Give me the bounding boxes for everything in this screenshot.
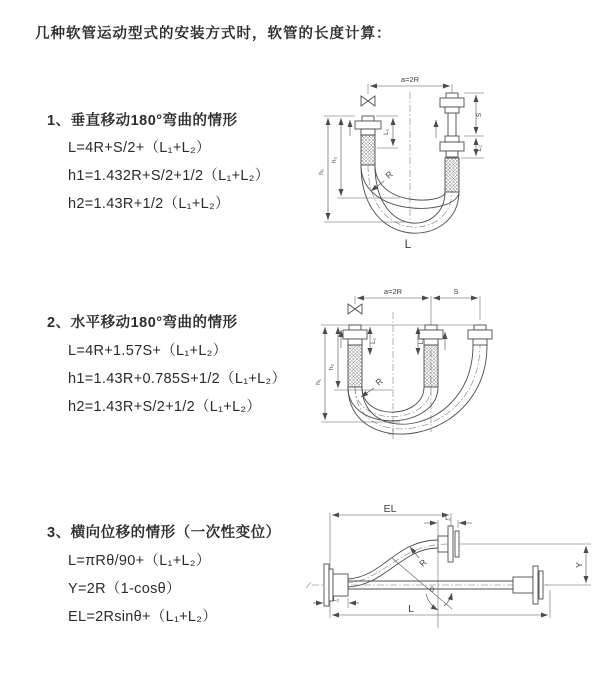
dim-label-h2: h₂ xyxy=(328,363,335,371)
section-2-formula-h1: h1=1.43R+0.785S+1/2（L₁+L₂） xyxy=(68,371,287,387)
section-1-formula-L: L=4R+S/2+（L₁+L₂） xyxy=(68,140,211,156)
dim-label-s: S xyxy=(453,287,459,296)
dim-label-a2r: a=2R xyxy=(383,287,403,296)
dim-label-s: S xyxy=(476,112,483,118)
dim-label-l2: L₂ xyxy=(332,596,340,603)
left-hose-end xyxy=(355,116,381,165)
valve-icon xyxy=(361,96,375,106)
dim-label-l1: L₁ xyxy=(383,129,390,135)
dim-label-length: L xyxy=(408,603,414,615)
label-radius: R xyxy=(417,557,429,569)
label-radius: R xyxy=(383,168,395,181)
diagram-horizontal-180-bend xyxy=(308,282,598,467)
braided-hose-section xyxy=(445,158,459,192)
label-theta: θ xyxy=(429,585,435,594)
label-length: L xyxy=(404,237,412,251)
right-hose-end xyxy=(440,93,464,192)
section-2-heading: 2、水平移动180°弯曲的情形 xyxy=(47,315,238,331)
braided-hose-section xyxy=(348,345,362,387)
diagram-vertical-180-bend xyxy=(310,70,600,260)
section-3-formula-L: L=πRθ/90+（L₁+L₂） xyxy=(68,553,211,569)
section-2-formula-h2: h2=1.43R+S/2+1/2（L₁+L₂） xyxy=(68,399,262,415)
displaced-hose-curve xyxy=(346,540,448,587)
dim-label-h1: h₁ xyxy=(315,379,322,385)
radius-leader xyxy=(361,376,385,397)
centerline-break-mark xyxy=(306,582,311,588)
label-radius: R xyxy=(373,375,385,388)
dimension-s-right xyxy=(461,93,484,158)
dim-label-l1: L₁ xyxy=(445,515,451,522)
dim-label-a2r: a=2R xyxy=(400,75,420,84)
dimension-a-2r xyxy=(368,75,452,94)
radius-leader xyxy=(410,547,429,569)
section-2-formula-L: L=4R+1.57S+（L₁+L₂） xyxy=(68,343,228,359)
centerlines xyxy=(355,312,480,432)
dim-label-h2: h₂ xyxy=(331,156,338,164)
section-1-formula-h1: h1=1.432R+S/2+1/2（L₁+L₂） xyxy=(68,168,270,184)
dimension-a-2r xyxy=(355,287,480,325)
dim-label-l2: L₂ xyxy=(418,337,425,345)
dimension-l xyxy=(332,590,550,618)
centerlines xyxy=(368,92,452,227)
diagram-lateral-displacement xyxy=(298,500,598,665)
dim-label-h1: h₁ xyxy=(318,169,325,175)
section-1-formula-h2: h2=1.43R+1/2（L₁+L₂） xyxy=(68,196,230,212)
dim-label-l1: L₁ xyxy=(370,338,377,344)
right-hose-end-moved xyxy=(468,325,492,345)
dim-label-y: Y xyxy=(574,562,584,568)
valve-icon xyxy=(348,304,362,314)
page-title: 几种软管运动型式的安装方式时，软管的长度计算： xyxy=(35,26,392,42)
section-3-heading: 3、横向位移的情形（一次性变位） xyxy=(47,525,281,541)
middle-hose-end xyxy=(419,325,443,387)
section-3-formula-Y: Y=2R（1-cosθ） xyxy=(68,581,181,597)
dim-label-l2: L₂ xyxy=(476,144,483,152)
radius-leader xyxy=(371,169,395,191)
dimension-l2-bottom xyxy=(313,596,359,608)
hose-curves xyxy=(348,345,487,439)
dim-label-el: EL xyxy=(383,503,397,515)
left-hose-end xyxy=(343,325,367,387)
dimension-l1-l2 xyxy=(370,327,425,355)
braided-hose-section xyxy=(424,345,438,387)
section-3-formula-EL: EL=2Rsinθ+（L₁+L₂） xyxy=(68,609,218,625)
braided-hose-section xyxy=(361,135,375,165)
section-1-heading: 1、垂直移动180°弯曲的情形 xyxy=(47,113,238,129)
